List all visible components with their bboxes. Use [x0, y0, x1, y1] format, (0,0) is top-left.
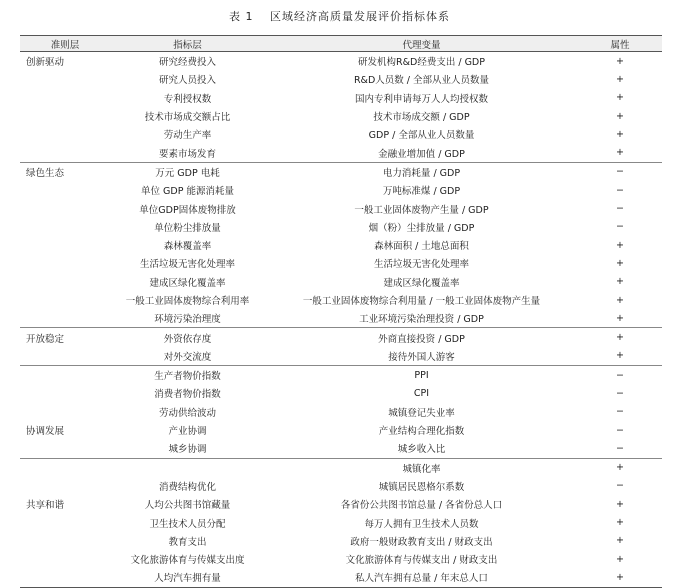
indicator-cell: 单位 GDP 能源消耗量: [141, 186, 234, 198]
indicator-cell: 外资依存度: [110, 328, 265, 347]
attribute-cell: +: [616, 553, 624, 565]
attribute-cell: −: [578, 162, 662, 181]
indicator-table: [20, 35, 662, 588]
caption-number: 表 1: [229, 10, 254, 23]
proxy-cell: 工业环境污染治理投资 / GDP: [359, 314, 484, 326]
proxy-cell: 城镇化率: [265, 458, 578, 477]
attribute-cell: +: [616, 239, 624, 251]
indicator-cell: 单位GDP固体废物排放: [139, 204, 236, 216]
attribute-cell: +: [616, 55, 624, 67]
indicator-cell: 森林覆盖率: [163, 241, 212, 253]
proxy-cell: 研发机构R&D经费支出 / GDP: [358, 57, 485, 69]
proxy-cell: 政府一般财政教育支出 / 财政支出: [350, 536, 493, 548]
indicator-cell: 技术市场成交额占比: [144, 112, 231, 124]
criterion-cell: [20, 254, 110, 272]
table-row: [20, 107, 662, 125]
criterion-cell: [20, 347, 110, 366]
proxy-cell: R&D人员数 / 全部从业人员数量: [353, 75, 490, 87]
indicator-cell: 单位粉尘排放量: [154, 222, 221, 234]
attribute-cell: +: [616, 128, 624, 140]
table-row: [20, 236, 662, 254]
table-row: [20, 291, 662, 309]
indicator-cell: 人均汽车拥有量: [110, 568, 265, 587]
indicator-cell: 要素市场发育: [158, 148, 216, 160]
criterion-cell: [20, 181, 110, 199]
proxy-cell: PPI: [265, 366, 578, 385]
criterion-cell: 创新驱动: [26, 57, 65, 69]
indicator-cell: 消费结构优化: [158, 481, 216, 493]
attribute-cell: +: [616, 276, 624, 288]
attribute-cell: +: [578, 568, 662, 587]
attribute-cell: +: [616, 312, 624, 324]
proxy-cell: 文化旅游体育与传媒支出 / 财政支出: [345, 555, 498, 567]
criterion-cell: [20, 125, 110, 143]
proxy-cell: 产业结构合理化指数: [378, 426, 465, 438]
indicator-cell: 文化旅游体育与传媒支出度: [130, 555, 245, 567]
proxy-cell: 各省份公共图书馆总量 / 各省份总人口: [340, 500, 503, 512]
column-header-attribute: 属性: [578, 36, 662, 52]
indicator-cell: 卫生技术人员分配: [149, 518, 226, 530]
attribute-cell: −: [616, 203, 624, 215]
attribute-cell: +: [616, 294, 624, 306]
attribute-cell: +: [616, 257, 624, 269]
table-row: [20, 328, 662, 347]
indicator-cell: 消费者物价指数: [154, 389, 221, 401]
criterion-cell: [20, 384, 110, 402]
proxy-cell: 电力消耗量 / GDP: [265, 162, 578, 181]
column-header-proxy: 代理变量: [265, 36, 578, 52]
table-row: [20, 458, 662, 477]
table-row: [20, 273, 662, 291]
attribute-cell: −: [616, 184, 624, 196]
attribute-cell: +: [616, 535, 624, 547]
table-row: [20, 70, 662, 88]
proxy-cell: 一般工业固体废物产生量 / GDP: [354, 204, 489, 216]
proxy-cell: 一般工业固体废物综合利用量 / 一般工业固体废物产生量: [302, 296, 541, 307]
indicator-cell: 建成区绿化覆盖率: [149, 277, 226, 289]
criterion-cell: [20, 273, 110, 291]
indicator-cell: 对外交流度: [163, 351, 212, 363]
column-header-criterion: 准则层: [20, 36, 110, 52]
attribute-cell: +: [616, 73, 624, 85]
indicator-cell: 生产者物价指数: [110, 366, 265, 385]
indicator-cell: 生活垃圾无害化处理率: [139, 259, 235, 271]
proxy-cell: GDP / 全部从业人员数量: [368, 130, 475, 142]
criterion-cell: [20, 513, 110, 531]
attribute-cell: +: [616, 517, 624, 529]
table-header-row: [20, 36, 662, 52]
criterion-cell: [20, 532, 110, 550]
table-row: [20, 162, 662, 181]
table-row: [20, 347, 662, 366]
proxy-cell: 外商直接投资 / GDP: [265, 328, 578, 347]
table-row: [20, 477, 662, 495]
attribute-cell: −: [616, 424, 624, 436]
proxy-cell: 万吨标准煤 / GDP: [382, 186, 461, 198]
indicator-cell: 专利授权数: [163, 93, 212, 105]
criterion-cell: [20, 143, 110, 162]
table-row: [20, 309, 662, 328]
attribute-cell: +: [616, 498, 624, 510]
criterion-cell: [20, 107, 110, 125]
table-row: [20, 254, 662, 272]
table-row: [20, 403, 662, 421]
criterion-cell: 协调发展: [26, 426, 65, 438]
table-row: [20, 550, 662, 568]
proxy-cell: 生活垃圾无害化处理率: [373, 259, 469, 271]
indicator-cell: 城乡协调: [168, 444, 207, 456]
table-row: [20, 495, 662, 513]
criterion-cell: [20, 366, 110, 385]
criterion-cell: [20, 568, 110, 587]
criterion-cell: [20, 403, 110, 421]
attribute-cell: +: [616, 350, 624, 362]
proxy-cell: 每万人拥有卫生技术人员数: [364, 518, 479, 530]
table-row: [20, 366, 662, 385]
proxy-cell: 森林面积 / 土地总面积: [374, 241, 469, 253]
criterion-cell: 开放稳定: [20, 328, 110, 347]
table-row: [20, 568, 662, 587]
proxy-cell: 城镇登记失业率: [388, 407, 455, 419]
attribute-cell: +: [578, 458, 662, 477]
criterion-cell: [20, 439, 110, 458]
criterion-cell: 绿色生态: [20, 162, 110, 181]
criterion-cell: 共享和谐: [26, 500, 65, 512]
proxy-cell: 烟（粉）尘排放量 / GDP: [368, 222, 475, 234]
criterion-cell: [20, 477, 110, 495]
indicator-cell: 劳动生产率: [163, 130, 212, 142]
indicator-cell: 研究经费投入: [158, 57, 216, 69]
criterion-cell: [20, 458, 110, 477]
table-row: [20, 513, 662, 531]
table-row: [20, 532, 662, 550]
criterion-cell: [20, 70, 110, 88]
caption-title: 区域经济高质量发展评价指标体系: [270, 10, 450, 23]
indicator-cell: 研究人员投入: [158, 75, 216, 87]
indicator-cell: 产业协调: [168, 426, 207, 438]
table-row: [20, 218, 662, 236]
table-row: [20, 421, 662, 439]
indicator-cell: 人均公共图书馆藏量: [144, 500, 231, 512]
proxy-cell: 城镇居民恩格尔系数: [378, 481, 465, 493]
attribute-cell: −: [616, 406, 624, 418]
indicator-cell: 劳动供给波动: [158, 407, 216, 419]
criterion-cell: [20, 89, 110, 107]
attribute-cell: −: [616, 442, 624, 454]
table-row: [20, 125, 662, 143]
proxy-cell: CPI: [413, 387, 430, 399]
criterion-cell: [20, 218, 110, 236]
table-row: [20, 439, 662, 458]
table-row: [20, 384, 662, 402]
attribute-cell: +: [616, 92, 624, 104]
indicator-cell: 教育支出: [168, 536, 207, 548]
proxy-cell: 技术市场成交额 / GDP: [373, 112, 470, 124]
proxy-cell: 金融业增加值 / GDP: [378, 148, 465, 160]
criterion-cell: [20, 236, 110, 254]
proxy-cell: 接待外国人游客: [388, 351, 455, 363]
criterion-cell: [20, 291, 110, 309]
proxy-cell: 国内专利申请每万人人均授权数: [354, 93, 488, 105]
indicator-cell: [110, 458, 265, 477]
proxy-cell: 城乡收入比: [397, 444, 446, 456]
attribute-cell: −: [578, 366, 662, 385]
table-row: [20, 52, 662, 71]
attribute-cell: +: [616, 110, 624, 122]
attribute-cell: −: [616, 221, 624, 233]
table-row: [20, 181, 662, 199]
proxy-cell: 私人汽车拥有总量 / 年末总人口: [265, 568, 578, 587]
attribute-cell: −: [616, 387, 624, 399]
table-row: [20, 143, 662, 162]
column-header-indicator: 指标层: [110, 36, 265, 52]
table-caption: [0, 8, 679, 24]
attribute-cell: +: [578, 328, 662, 347]
proxy-cell: 建成区绿化覆盖率: [383, 277, 460, 289]
criterion-cell: [20, 550, 110, 568]
criterion-cell: [20, 309, 110, 328]
indicator-cell: 一般工业固体废物综合利用率: [125, 296, 250, 307]
table-body: [20, 52, 662, 588]
indicator-cell: 环境污染治理度: [154, 314, 221, 326]
criterion-cell: [20, 199, 110, 217]
table-row: [20, 89, 662, 107]
indicator-cell: 万元 GDP 电耗: [110, 162, 265, 181]
attribute-cell: +: [616, 147, 624, 159]
table-row: [20, 199, 662, 217]
attribute-cell: −: [616, 480, 624, 492]
